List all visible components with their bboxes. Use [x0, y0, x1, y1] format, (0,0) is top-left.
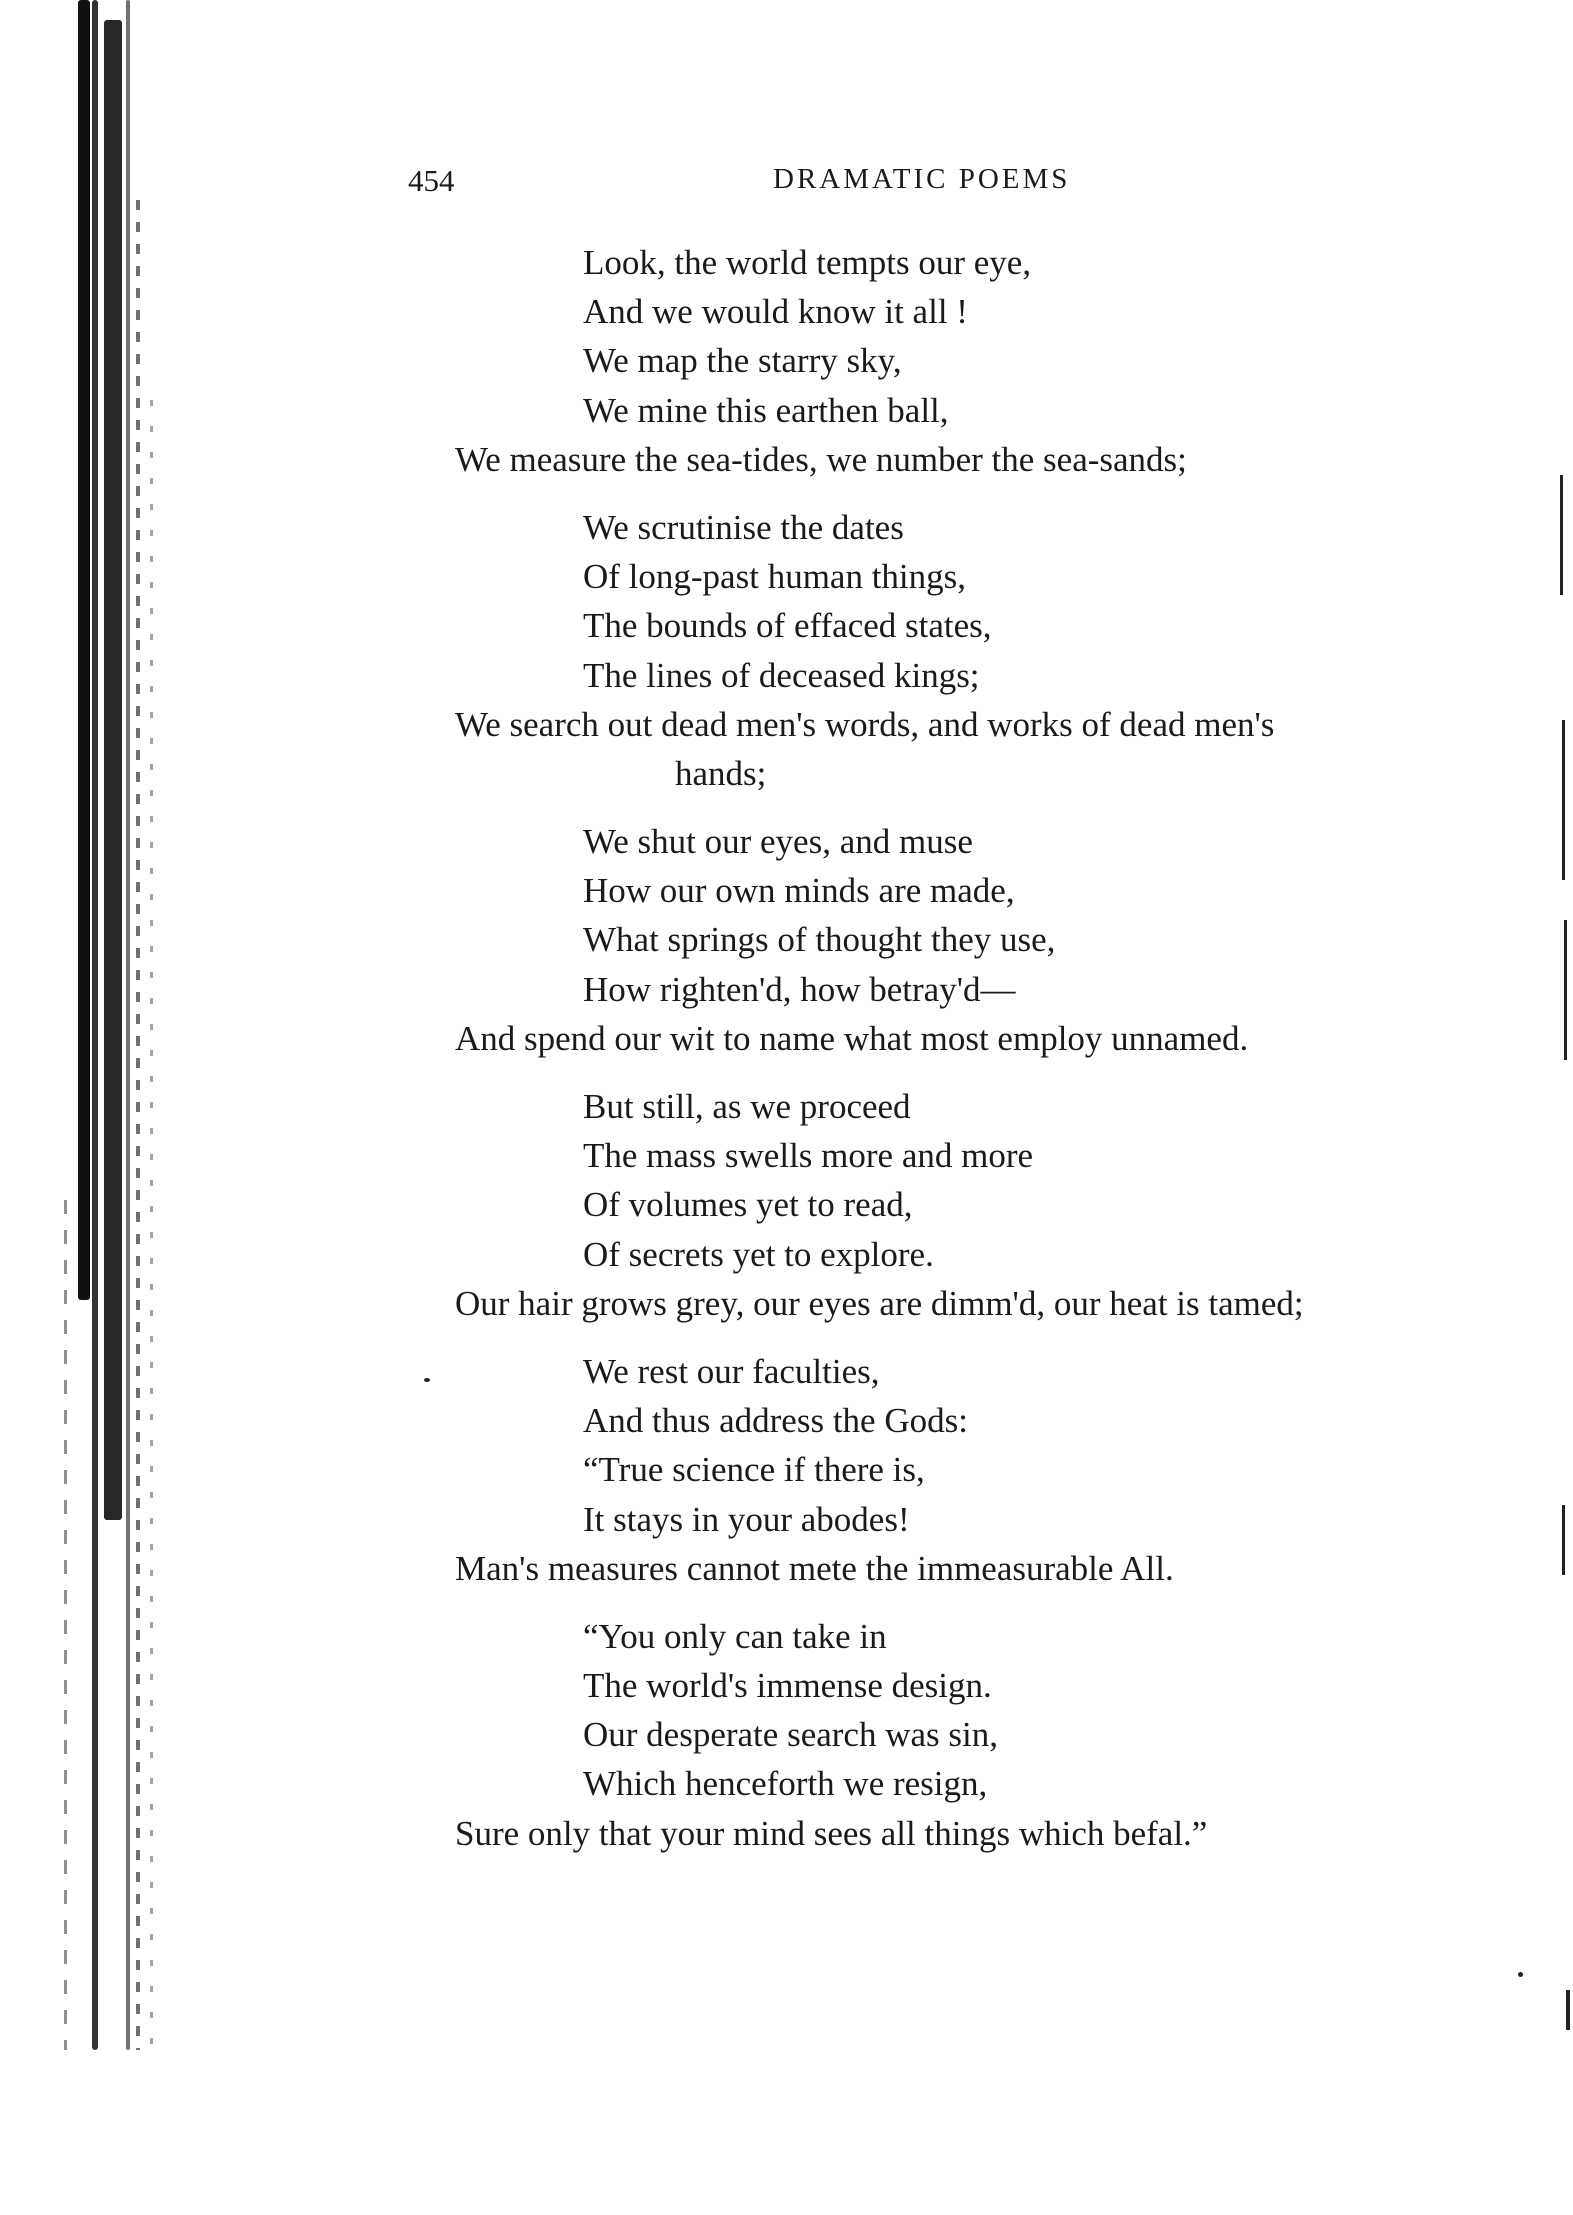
poem-line: Of volumes yet to read,: [583, 1185, 913, 1225]
poem-line: We scrutinise the dates: [583, 507, 904, 547]
poem-line: We measure the sea-tides, we number the sea-sands;: [455, 439, 1187, 479]
page-header: [408, 163, 1108, 203]
poem-line: And we would know it all !: [583, 292, 968, 332]
binding-gutter-shadow: [40, 0, 130, 2060]
stanza: [455, 238, 1515, 484]
poem-line: The world's immense design.: [583, 1666, 992, 1706]
poem-line: Of long-past human things,: [583, 557, 967, 597]
scan-edge-mark: [1564, 920, 1567, 1060]
scan-speck: [1518, 1972, 1523, 1977]
poem-line: We map the starry sky,: [583, 341, 902, 381]
scan-edge-mark: [1566, 1990, 1570, 2030]
poem-line: Our hair grows grey, our eyes are dimm'd, our heat is tamed;: [455, 1283, 1304, 1323]
poem-line: The bounds of effaced states,: [583, 606, 992, 646]
poem-line: Sure only that your mind sees all things which befal.”: [455, 1813, 1208, 1853]
poem-line: And spend our wit to name what most employ unnamed.: [455, 1018, 1249, 1058]
scan-edge-mark: [1560, 475, 1563, 595]
poem-line: And thus address the Gods:: [583, 1401, 968, 1441]
poem-line: Our desperate search was sin,: [583, 1715, 998, 1755]
stanza: [455, 1347, 1515, 1593]
poem-line: We shut our eyes, and muse: [583, 822, 973, 862]
poem-line: hands;: [675, 753, 767, 793]
running-title: DRAMATIC POEMS: [773, 163, 1071, 195]
poem-line: We rest our faculties,: [583, 1351, 880, 1391]
poem-line: Which henceforth we resign,: [583, 1764, 988, 1804]
poem-line: We mine this earthen ball,: [583, 390, 949, 430]
scan-edge-mark: [1562, 720, 1565, 880]
stanza: [455, 1612, 1515, 1858]
page-number: 454: [408, 163, 455, 198]
scan-edge-mark: [1562, 1505, 1565, 1575]
poem-line: We search out dead men's words, and works of dead men's: [455, 704, 1275, 744]
poem-line: How righten'd, how betray'd—: [583, 969, 1016, 1009]
poem-line: The mass swells more and more: [583, 1136, 1034, 1176]
poem-line: “You only can take in: [583, 1616, 887, 1656]
poem-line: Look, the world tempts our eye,: [583, 243, 1032, 282]
poem-line: Man's measures cannot mete the immeasurable All.: [455, 1548, 1174, 1588]
poem-line: The lines of deceased kings;: [583, 655, 980, 695]
stanza: [455, 1082, 1515, 1328]
poem-line: It stays in your abodes!: [583, 1499, 910, 1539]
stanza: [455, 503, 1515, 798]
poem-body: [455, 238, 1515, 1877]
poem-line: How our own minds are made,: [583, 871, 1015, 911]
poem-line: What springs of thought they use,: [583, 920, 1056, 960]
poem-line: But still, as we proceed: [583, 1087, 911, 1126]
scan-speck: [424, 1378, 430, 1382]
stanza: [455, 817, 1515, 1063]
poem-line: “True science if there is,: [583, 1450, 925, 1490]
poem-line: Of secrets yet to explore.: [583, 1234, 934, 1274]
